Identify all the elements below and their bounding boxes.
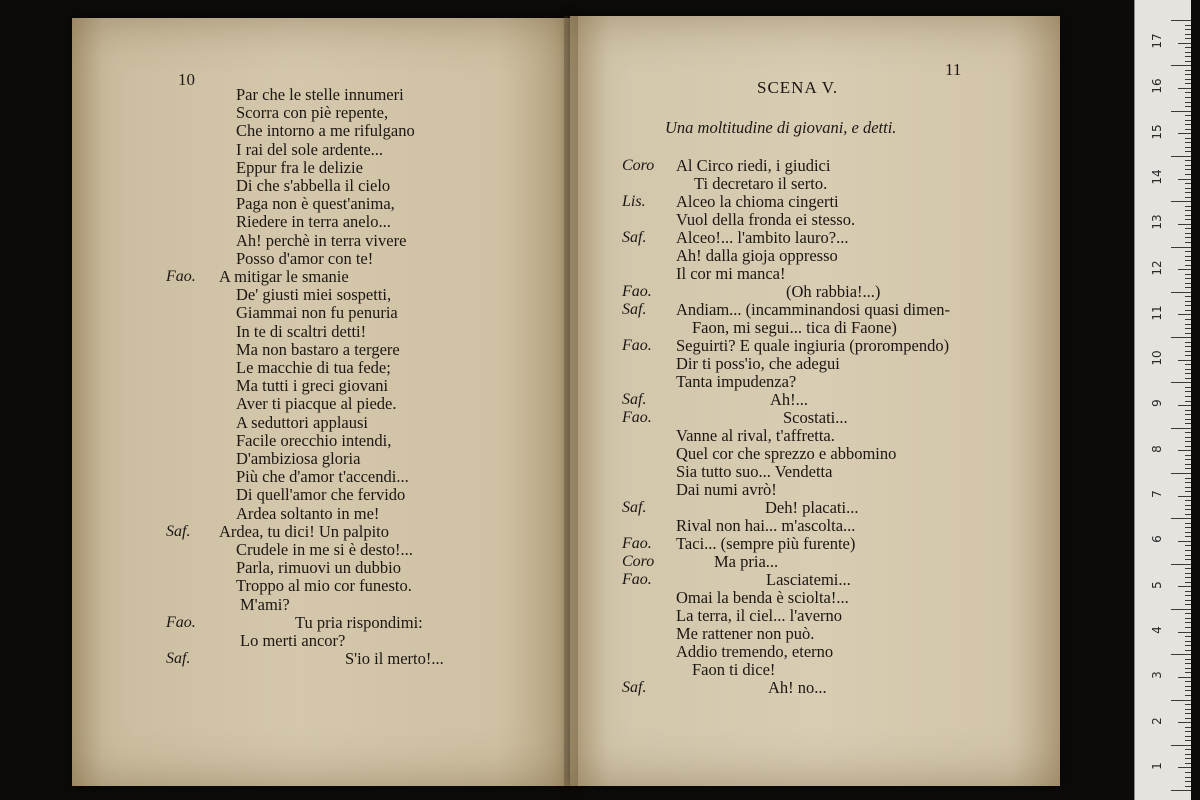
ruler-tick [1185, 206, 1191, 207]
ruler-tick [1185, 446, 1191, 447]
book-spine [564, 16, 578, 786]
ruler-tick [1178, 314, 1191, 315]
verse-line: Faon ti dice! [692, 660, 776, 679]
verse-line: Ah! dalla gioja oppresso [676, 246, 838, 265]
ruler-tick [1185, 165, 1191, 166]
ruler-tick [1185, 310, 1191, 311]
ruler-tick [1185, 52, 1191, 53]
ruler-tick [1185, 500, 1191, 501]
ruler-tick [1185, 74, 1191, 75]
speaker-label: Coro [622, 157, 655, 174]
ruler-tick [1185, 718, 1191, 719]
verse-line: Omai la benda è sciolta!... [676, 588, 849, 607]
ruler-tick [1185, 296, 1191, 297]
ruler-tick [1185, 260, 1191, 261]
verse-line: Lo merti ancor? [240, 631, 346, 650]
verse-line: Parla, rimuovi un dubbio [236, 558, 401, 578]
verse-line: Dir ti poss'io, che adegui [676, 354, 840, 373]
ruler-tick [1185, 287, 1191, 288]
verse-line: Il cor mi manca! [676, 264, 786, 283]
ruler-tick [1185, 414, 1191, 415]
ruler-tick [1185, 577, 1191, 578]
ruler-tick [1185, 672, 1191, 673]
verse-line: Le macchie di tua fede; [236, 358, 391, 377]
verse-line: Faon, mi segui... tica di Faone) [692, 318, 897, 337]
ruler-tick [1171, 428, 1191, 429]
ruler-tick [1178, 179, 1191, 180]
ruler-tick [1185, 333, 1191, 334]
verse-line: Ah! perchè in terra vivere [236, 230, 407, 250]
ruler-tick [1171, 654, 1191, 655]
verse-line: In te di scaltri detti! [236, 321, 367, 341]
ruler-tick [1185, 342, 1191, 343]
ruler-tick [1185, 147, 1191, 148]
ruler-tick [1185, 432, 1191, 433]
ruler-tick [1185, 604, 1191, 605]
verse-line: Tu pria rispondimi: [295, 612, 423, 632]
speaker-label: Fao. [166, 613, 196, 631]
ruler-tick [1185, 242, 1191, 243]
verse-line: Tanta impudenza? [676, 372, 797, 391]
ruler-tick [1185, 188, 1191, 189]
ruler-tick [1178, 632, 1191, 633]
ruler-tick [1171, 292, 1191, 293]
verse-line: Par che le stelle innumeri [236, 85, 404, 104]
ruler-tick [1185, 364, 1191, 365]
speaker-label: Fao. [622, 409, 652, 426]
ruler-tick [1185, 468, 1191, 469]
verse-line: Deh! placati... [765, 498, 859, 517]
ruler-tick [1185, 731, 1191, 732]
ruler-tick [1178, 405, 1191, 406]
ruler-tick [1185, 618, 1191, 619]
ruler-tick [1185, 573, 1191, 574]
verse-line: Quel cor che sprezzo e abbomino [676, 444, 897, 463]
ruler-label: 14 [1150, 169, 1164, 185]
ruler-tick [1178, 541, 1191, 542]
verse-line: Alceo la chioma cingerti [676, 192, 839, 211]
ruler-tick [1185, 124, 1191, 125]
verse-line: Facile orecchio intendi, [236, 430, 392, 450]
ruler-tick [1185, 686, 1191, 687]
ruler-tick [1185, 459, 1191, 460]
ruler-tick [1171, 111, 1191, 112]
ruler-tick [1185, 505, 1191, 506]
ruler-label: 4 [1150, 626, 1164, 634]
ruler-label: 3 [1150, 671, 1164, 680]
ruler-tick [1185, 355, 1191, 356]
ruler-tick [1185, 709, 1191, 710]
ruler-tick [1178, 360, 1191, 361]
verse-line: Al Circo riedi, i giudici [676, 156, 831, 175]
ruler-tick [1185, 509, 1191, 510]
ruler-label: 16 [1150, 78, 1164, 94]
verse-line: Dai numi avrò! [676, 480, 777, 499]
speaker-label: Saf. [622, 229, 647, 246]
ruler-tick [1185, 38, 1191, 39]
ruler-tick [1185, 160, 1191, 161]
ruler-tick [1178, 586, 1191, 587]
verse-line: Ma pria... [714, 552, 779, 571]
ruler-tick [1185, 251, 1191, 252]
verse-line: Di quell'amor che fervido [236, 485, 406, 505]
scene-subtitle: Una moltitudine di giovani, e detti. [665, 118, 897, 137]
ruler-tick [1178, 450, 1191, 451]
ruler-tick [1171, 609, 1191, 610]
speaker-label: Coro [622, 553, 655, 570]
verse-line: Lasciatemi... [766, 570, 851, 589]
ruler-tick [1185, 169, 1191, 170]
ruler-tick [1185, 237, 1191, 238]
ruler-tick [1178, 496, 1191, 497]
ruler-tick [1178, 224, 1191, 225]
ruler-tick [1185, 419, 1191, 420]
ruler-tick [1185, 328, 1191, 329]
ruler-tick [1185, 441, 1191, 442]
ruler-tick [1185, 369, 1191, 370]
verse-line: Che intorno a me rifulgano [236, 121, 415, 141]
ruler-tick [1185, 197, 1191, 198]
ruler-tick [1185, 645, 1191, 646]
ruler-tick [1185, 727, 1191, 728]
ruler-tick [1171, 382, 1191, 383]
ruler-tick [1185, 56, 1191, 57]
verse-line: Scostati... [783, 408, 848, 427]
ruler-label: 13 [1150, 214, 1164, 230]
ruler-tick [1185, 555, 1191, 556]
ruler-tick [1185, 550, 1191, 551]
ruler-tick [1185, 391, 1191, 392]
ruler-tick [1185, 482, 1191, 483]
ruler-tick [1185, 772, 1191, 773]
ruler-tick [1178, 767, 1191, 768]
ruler-tick [1185, 514, 1191, 515]
ruler-tick [1185, 138, 1191, 139]
page-number-left: 10 [178, 70, 195, 89]
verse-line: Ma non bastaro a tergere [236, 339, 400, 359]
ruler-tick [1185, 192, 1191, 193]
ruler-tick [1185, 763, 1191, 764]
verse-line: Aver ti piacque al piede. [236, 394, 397, 414]
verse-line: Crudele in me si è desto!... [236, 540, 413, 559]
ruler-tick [1185, 622, 1191, 623]
ruler-tick [1185, 401, 1191, 402]
verse-line: Alceo!... l'ambito lauro?... [676, 228, 849, 247]
ruler-tick [1185, 532, 1191, 533]
verse-line: Ah! no... [768, 678, 827, 697]
verse-line: S'io il merto!... [345, 649, 444, 669]
ruler-tick [1185, 120, 1191, 121]
ruler-tick [1185, 79, 1191, 80]
ruler-tick [1185, 478, 1191, 479]
ruler-tick [1185, 228, 1191, 229]
ruler-tick [1185, 559, 1191, 560]
ruler-label: 11 [1150, 305, 1164, 321]
verse-line: Riedere in terra anelo... [236, 212, 391, 232]
ruler-tick [1178, 43, 1191, 44]
verse-line: A seduttori applausi [236, 412, 368, 432]
verse-line: Sia tutto suo... Vendetta [676, 462, 833, 481]
ruler-tick [1185, 455, 1191, 456]
ruler-label: 15 [1150, 123, 1164, 140]
ruler-label: 12 [1150, 259, 1164, 276]
ruler-tick [1171, 65, 1191, 66]
speaker-label: Saf. [166, 522, 191, 540]
verse-line: Più che d'amor t'accendi... [236, 467, 409, 487]
ruler-tick [1185, 265, 1191, 266]
speaker-label: Lis. [622, 193, 646, 210]
ruler-tick [1185, 25, 1191, 26]
ruler-tick [1185, 129, 1191, 130]
ruler-tick [1185, 754, 1191, 755]
page-number-right: 11 [945, 60, 962, 79]
verse-line: Rival non hai... m'ascolta... [676, 516, 856, 535]
ruler-tick [1185, 777, 1191, 778]
ruler-tick [1171, 201, 1191, 202]
verse-line: Eppur fra le delizie [236, 157, 363, 177]
ruler-tick [1185, 92, 1191, 93]
ruler-tick [1185, 29, 1191, 30]
ruler-label: 5 [1150, 580, 1164, 589]
speaker-label: Saf. [622, 499, 647, 516]
ruler-label: 9 [1150, 399, 1164, 408]
speaker-label: Saf. [166, 650, 191, 668]
ruler-tick [1178, 269, 1191, 270]
verse-line: Paga non è quest'anima, [236, 194, 395, 214]
verse-line: D'ambiziosa gloria [236, 449, 361, 468]
ruler-label: 1 [1150, 761, 1164, 770]
ruler-tick [1185, 758, 1191, 759]
ruler-tick [1185, 582, 1191, 583]
ruler-tick [1185, 704, 1191, 705]
ruler-tick [1185, 786, 1191, 787]
ruler-tick [1185, 713, 1191, 714]
ruler-tick [1185, 600, 1191, 601]
ruler-tick [1185, 215, 1191, 216]
ruler-tick [1185, 527, 1191, 528]
ruler-label: 7 [1150, 490, 1164, 498]
ruler-tick [1185, 681, 1191, 682]
ruler-tick [1185, 283, 1191, 284]
measuring-ruler [1134, 0, 1191, 800]
speaker-label: Fao. [622, 283, 652, 300]
verse-line: Ardea, tu dici! Un palpito [219, 521, 389, 541]
ruler-tick [1178, 88, 1191, 89]
ruler-tick [1185, 749, 1191, 750]
verse-line: Giammai non fu penuria [236, 303, 398, 323]
ruler-tick [1171, 790, 1191, 791]
ruler-tick [1185, 274, 1191, 275]
ruler-tick [1178, 677, 1191, 678]
ruler-tick [1185, 115, 1191, 116]
verse-line: Ardea soltanto in me! [236, 503, 380, 523]
ruler-tick [1185, 106, 1191, 107]
ruler-tick [1185, 650, 1191, 651]
ruler-tick [1185, 319, 1191, 320]
ruler-tick [1185, 70, 1191, 71]
ruler-tick [1171, 156, 1191, 157]
speaker-label: Fao. [622, 571, 652, 588]
ruler-tick [1185, 690, 1191, 691]
ruler-tick [1185, 663, 1191, 664]
ruler-tick [1185, 568, 1191, 569]
verse-line: I rai del sole ardente... [236, 139, 384, 159]
ruler-label: 10 [1150, 350, 1164, 366]
verse-line: Ma tutti i greci giovani [236, 376, 389, 396]
ruler-tick [1185, 487, 1191, 488]
ruler-tick [1185, 536, 1191, 537]
ruler-tick [1185, 613, 1191, 614]
verse-line: Me rattener non può. [676, 624, 815, 643]
speaker-label: Fao. [166, 268, 196, 285]
ruler-tick [1185, 151, 1191, 152]
ruler-tick [1185, 83, 1191, 84]
ruler-tick [1185, 346, 1191, 347]
ruler-tick [1185, 464, 1191, 465]
ruler-tick [1185, 61, 1191, 62]
ruler-tick [1185, 545, 1191, 546]
ruler-tick [1185, 142, 1191, 143]
speaker-label: Fao. [622, 535, 652, 552]
ruler-tick [1185, 233, 1191, 234]
verse-line: Posso d'amor con te! [236, 248, 374, 268]
ruler-tick [1178, 722, 1191, 723]
ruler-tick [1185, 781, 1191, 782]
ruler-label: 17 [1150, 33, 1164, 49]
verse-line: Ti decretaro il serto. [694, 174, 828, 193]
ruler-tick [1185, 219, 1191, 220]
ruler-tick [1185, 373, 1191, 374]
speaker-label: Fao. [622, 337, 652, 354]
ruler-tick [1185, 491, 1191, 492]
ruler-tick [1185, 627, 1191, 628]
scene-title: SCENA V. [757, 78, 839, 97]
ruler-tick [1185, 736, 1191, 737]
ruler-tick [1185, 591, 1191, 592]
ruler-tick [1185, 34, 1191, 35]
ruler-tick [1171, 518, 1191, 519]
ruler-tick [1185, 695, 1191, 696]
ruler-tick [1185, 278, 1191, 279]
ruler-tick [1185, 351, 1191, 352]
ruler-tick [1185, 636, 1191, 637]
verse-line: Addio tremendo, eterno [676, 642, 834, 661]
verse-line: Vanne al rival, t'affretta. [676, 426, 835, 445]
ruler-tick [1185, 437, 1191, 438]
ruler-tick [1185, 396, 1191, 397]
ruler-tick [1185, 47, 1191, 48]
ruler-tick [1185, 668, 1191, 669]
ruler-tick [1185, 595, 1191, 596]
ruler-tick [1171, 700, 1191, 701]
ruler-tick [1185, 210, 1191, 211]
ruler-label: 8 [1150, 444, 1164, 453]
ruler-tick [1171, 745, 1191, 746]
ruler-tick [1185, 740, 1191, 741]
verse-line: Seguirti? E quale ingiuria (prorompendo) [676, 336, 950, 355]
ruler-tick [1185, 97, 1191, 98]
ruler-tick [1185, 256, 1191, 257]
ruler-tick [1185, 387, 1191, 388]
ruler-tick [1178, 133, 1191, 134]
ruler-tick [1185, 423, 1191, 424]
ruler-tick [1185, 305, 1191, 306]
verse-line: Scorra con piè repente, [236, 103, 389, 123]
ruler-tick [1185, 378, 1191, 379]
speaker-label: Saf. [622, 301, 647, 318]
verse-line: La terra, il ciel... l'averno [676, 606, 843, 625]
ruler-tick [1171, 247, 1191, 248]
ruler-tick [1185, 174, 1191, 175]
verse-line: M'ami? [240, 594, 290, 614]
speaker-label: Saf. [622, 679, 647, 696]
ruler-tick [1185, 324, 1191, 325]
verse-line: Di che s'abbella il cielo [236, 176, 391, 195]
ruler-tick [1185, 641, 1191, 642]
ruler-tick [1185, 523, 1191, 524]
verse-line: Vuol della fronda ei stesso. [676, 210, 856, 229]
ruler-tick [1185, 659, 1191, 660]
ruler-tick [1171, 337, 1191, 338]
verse-line: Taci... (sempre più furente) [676, 534, 856, 553]
verse-line: (Oh rabbia!...) [786, 282, 881, 301]
ruler-tick [1171, 564, 1191, 565]
ruler-label: 2 [1150, 716, 1164, 725]
verse-line: De' giusti miei sospetti, [236, 285, 392, 305]
verse-line: Troppo al mio cor funesto. [236, 576, 412, 596]
ruler-tick [1185, 102, 1191, 103]
ruler-tick [1171, 473, 1191, 474]
ruler-tick [1185, 410, 1191, 411]
ruler-tick [1185, 301, 1191, 302]
ruler-label: 6 [1150, 535, 1164, 544]
verse-line: Andiam... (incamminandosi quasi dimen- [676, 300, 951, 319]
ruler-tick [1185, 183, 1191, 184]
ruler-tick [1171, 20, 1191, 21]
speaker-label: Saf. [622, 391, 647, 408]
verse-line: A mitigar le smanie [219, 267, 349, 286]
verse-line: Ah!... [770, 390, 809, 409]
